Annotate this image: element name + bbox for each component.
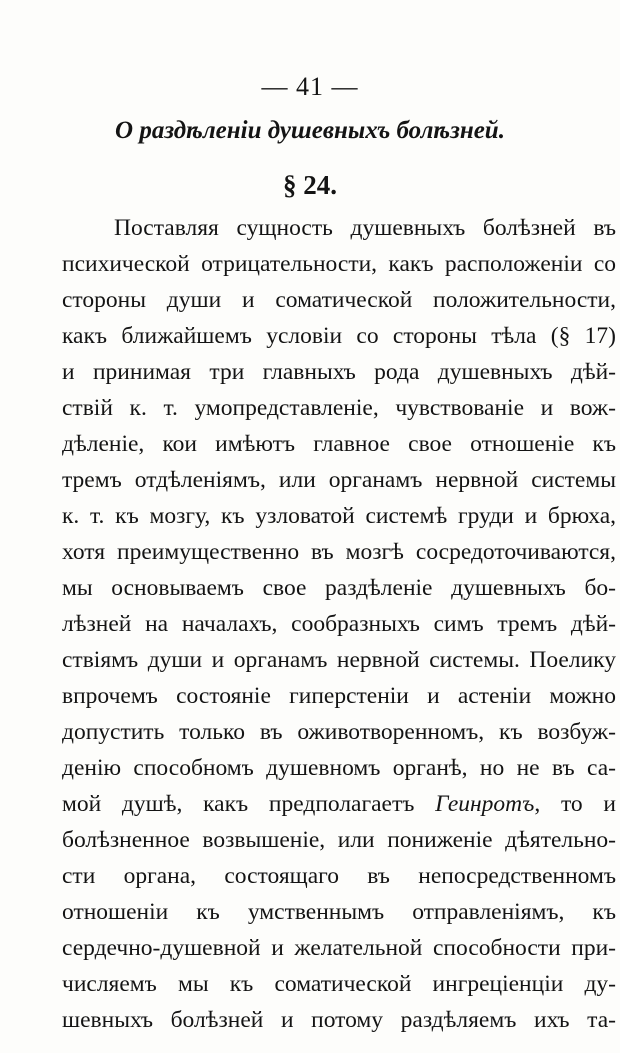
text-line: психической отрицательности, какъ расположеніи со (62, 251, 616, 277)
text-line: числяемъ мы къ соматической ингреціенціи ду- (62, 971, 616, 997)
text-line: дѣленіе, кои имѣютъ главное свое отношеніе къ (62, 431, 616, 457)
page-number: — 41 — (261, 72, 359, 101)
text-line: хотя преимущественно въ мозгѣ сосредоточиваются, (62, 539, 616, 565)
text-line: ствій к. т. умопредставленіе, чувствованіе и вож- (62, 395, 616, 421)
text-run: , то и (534, 791, 616, 817)
section-heading: § 24. (283, 170, 337, 200)
text-line: мы основываемъ свое раздѣленіе душевныхъ бо- (62, 575, 616, 601)
text-line: лѣзней на началахъ, сообразныхъ симъ тремъ дѣй- (62, 611, 616, 637)
text-line: сти органа, состоящаго въ непосредственномъ (62, 863, 616, 889)
author-name: Геинротъ (435, 791, 535, 817)
text-line: к. т. къ мозгу, къ узловатой системѣ груди и брюха, (62, 503, 616, 529)
text-line: Поставляя сущность душевныхъ болѣзней въ (114, 215, 616, 241)
text-line: ствіямъ души и органамъ нервной системы. Поелику (62, 647, 616, 673)
text-line: какъ ближайшемъ условіи со стороны тѣла (§ 17) (62, 323, 616, 349)
text-line: отношеніи къ умственнымъ отправленіямъ, къ (62, 899, 616, 925)
text-line: шевныхъ болѣзней и потому раздѣляемъ ихъ та- (62, 1007, 616, 1033)
text-line: денію способномъ душевномъ органѣ, но не въ са- (62, 755, 616, 781)
text-line: болѣзненное возвышеніе, или пониженіе дѣятельно- (62, 827, 616, 853)
text-line (62, 786, 616, 822)
text-line: впрочемъ состояніе гиперстеніи и астеніи можно (62, 683, 616, 709)
chapter-title: О раздѣленіи душевныхъ болѣзней. (115, 117, 505, 144)
text-line: сердечно-душевной и желательной способности при- (62, 935, 616, 961)
text-run: мой душѣ, какъ предполагаетъ (62, 791, 415, 817)
text-line: тремъ отдѣленіямъ, или органамъ нервной системы (62, 467, 616, 493)
text-line: стороны души и соматической положительности, (62, 287, 616, 313)
text-line: допустить только въ оживотворенномъ, къ возбуж- (62, 719, 616, 745)
text-line: и принимая три главныхъ рода душевныхъ дѣй- (62, 359, 616, 385)
